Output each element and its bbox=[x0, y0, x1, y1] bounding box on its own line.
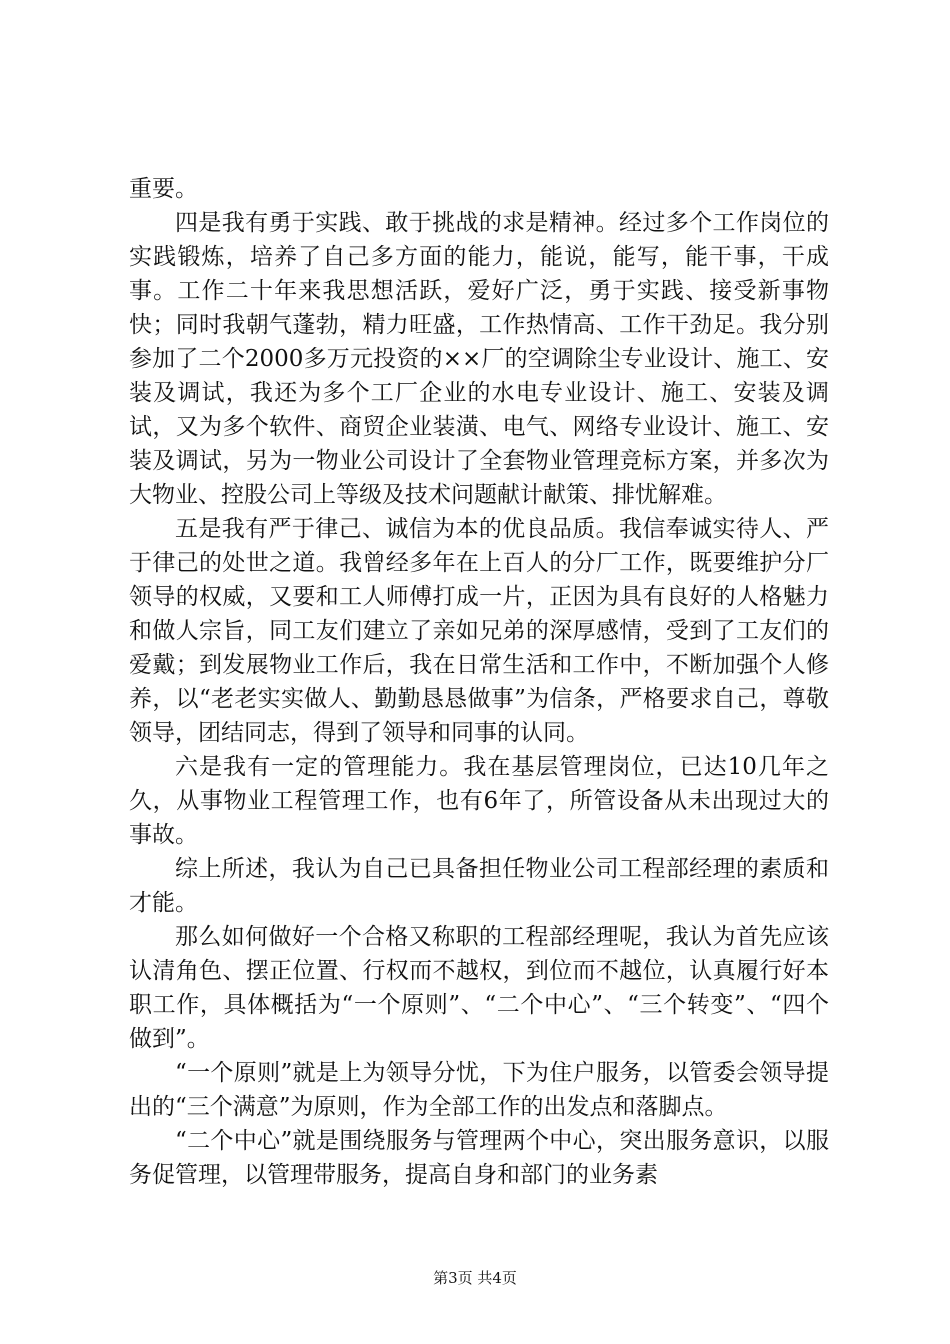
paragraph-point-five: 五是我有严于律己、诚信为本的优良品质。我信奉诚实待人、严于律己的处世之道。我曾经多年在上百人的分厂工作，既要维护分厂领导的权威，又要和工人师傅打成一片，正因为具有良好的人格魅力和做人宗旨，同工友们建立了亲如兄弟的深厚感情，受到了工友们的爱戴；到发展物业工作后，我在日常生活和工作中，不断加强个人修养，以“老老实实做人、勤勤恳恳做事”为信条，严格要求自己，尊敬领导，团结同志，得到了领导和同事的认同。 bbox=[129, 516, 829, 746]
document-body bbox=[129, 172, 829, 1192]
paragraph-continuation: 重要。 bbox=[129, 176, 198, 202]
paragraph-summary: 综上所述，我认为自己已具备担任物业公司工程部经理的素质和才能。 bbox=[129, 856, 829, 916]
paragraph-one-principle: “一个原则”就是上为领导分忧，下为住户服务，以管委会领导提出的“三个满意”为原则，作为全部工作的出发点和落脚点。 bbox=[129, 1060, 829, 1120]
paragraph-point-four: 四是我有勇于实践、敢于挑战的求是精神。经过多个工作岗位的实践锻炼，培养了自己多方面的能力，能说，能写，能干事，干成事。工作二十年来我思想活跃，爱好广泛，勇于实践、接受新事物快；同时我朝气蓬勃，精力旺盛，工作热情高、工作干劲足。我分别参加了二个2000多万元投资的××厂的空调除尘专业设计、施工、安装及调试，我还为多个工厂企业的水电专业设计、施工、安装及调试，又为多个软件、商贸企业装潢、电气、网络专业设计、施工、安装及调试，另为一物业公司设计了全套物业管理竞标方案，并多次为大物业、控股公司上等级及技术问题献计献策、排忧解难。 bbox=[129, 210, 829, 508]
paragraph-point-six: 六是我有一定的管理能力。我在基层管理岗位，已达10几年之久，从事物业工程管理工作，也有6年了，所管设备从未出现过大的事故。 bbox=[129, 754, 829, 848]
paragraph-how-to: 那么如何做好一个合格又称职的工程部经理呢，我认为首先应该认清角色、摆正位置、行权而不越权，到位而不越位，认真履行好本职工作，具体概括为“一个原则”、“二个中心”、“三个转变”、“四个做到”。 bbox=[129, 924, 829, 1052]
paragraph-two-centers: “二个中心”就是围绕服务与管理两个中心，突出服务意识，以服务促管理，以管理带服务，提高自身和部门的业务素 bbox=[129, 1128, 829, 1188]
page-number-footer: 第3页 共4页 bbox=[433, 1269, 517, 1287]
